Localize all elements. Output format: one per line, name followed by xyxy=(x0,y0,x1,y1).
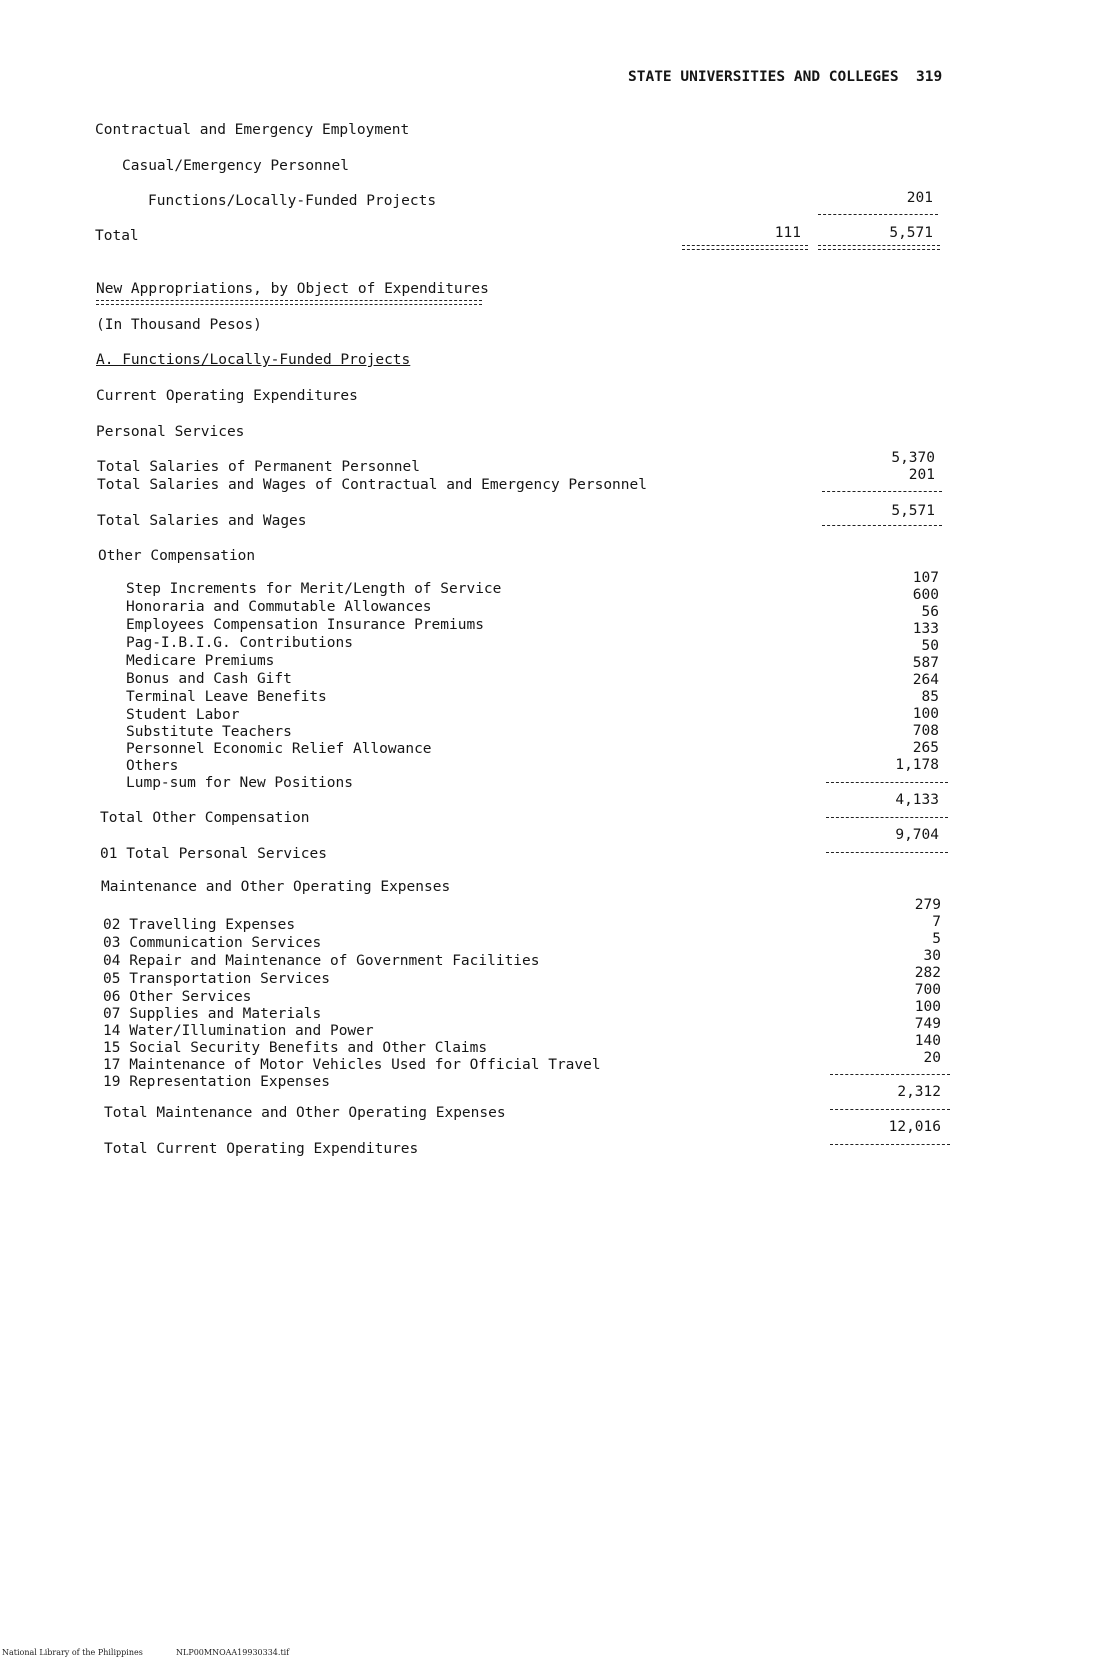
total-other-comp-label: Total Other Compensation xyxy=(100,810,310,826)
list-item-value: 587 xyxy=(912,655,939,671)
list-item-label: Step Increments for Merit/Length of Service xyxy=(126,581,502,597)
total-personal-rule xyxy=(826,852,948,853)
list-item-label: 03 Communication Services xyxy=(103,935,322,951)
list-item-label: Bonus and Cash Gift xyxy=(126,671,292,687)
list-item-label: 15 Social Security Benefits and Other Claims xyxy=(103,1040,488,1056)
list-item-value: 140 xyxy=(914,1033,941,1049)
list-item-label: Substitute Teachers xyxy=(126,724,292,740)
salaries-permanent-value: 5,370 xyxy=(891,450,935,466)
list-item-label: Student Labor xyxy=(126,707,240,723)
list-item-value: 85 xyxy=(921,689,939,705)
list-item-label: 07 Supplies and Materials xyxy=(103,1006,322,1022)
section-a-heading: A. Functions/Locally-Funded Projects xyxy=(96,352,411,368)
list-item-value: 20 xyxy=(923,1050,941,1066)
list-item-value: 265 xyxy=(912,740,939,756)
list-item-value: 282 xyxy=(914,965,941,981)
list-item-label: Honoraria and Commutable Allowances xyxy=(126,599,432,615)
list-item-label: 17 Maintenance of Motor Vehicles Used for Official Travel xyxy=(103,1057,601,1073)
other-comp-heading: Other Compensation xyxy=(98,548,256,564)
salaries-permanent-label: Total Salaries of Permanent Personnel xyxy=(97,459,421,475)
mooe-heading: Maintenance and Other Operating Expenses xyxy=(101,879,451,895)
total-mooe-value: 2,312 xyxy=(897,1084,941,1100)
total-salaries-rule xyxy=(822,525,942,526)
total-personal-value: 9,704 xyxy=(895,827,939,843)
other-comp-subtotal-rule xyxy=(826,782,948,783)
total-current-value: 12,016 xyxy=(888,1119,941,1135)
list-item-value: 30 xyxy=(923,948,941,964)
functions-label: Functions/Locally-Funded Projects xyxy=(148,193,437,209)
list-item-label: 05 Transportation Services xyxy=(103,971,330,987)
total-col1-value: 111 xyxy=(774,225,801,241)
total-salaries-label: Total Salaries and Wages xyxy=(97,513,307,529)
list-item-value: 700 xyxy=(914,982,941,998)
list-item-label: Personnel Economic Relief Allowance xyxy=(126,741,432,757)
total-personal-label: 01 Total Personal Services xyxy=(100,846,327,862)
list-item-value: 600 xyxy=(912,587,939,603)
list-item-value: 1,178 xyxy=(895,757,939,773)
unit-label: (In Thousand Pesos) xyxy=(96,317,262,333)
grand-total-rule-1 xyxy=(682,245,808,250)
list-item-value: 107 xyxy=(912,570,939,586)
list-item-label: Lump-sum for New Positions xyxy=(126,775,353,791)
list-item-value: 56 xyxy=(921,604,939,620)
casual-personnel-label: Casual/Emergency Personnel xyxy=(122,158,349,174)
total-mooe-rule xyxy=(830,1109,950,1110)
total-salaries-value: 5,571 xyxy=(891,503,935,519)
appropriations-heading-rule xyxy=(96,300,482,305)
total-other-comp-rule xyxy=(826,817,948,818)
list-item-label: Others xyxy=(126,758,179,774)
list-item-value: 133 xyxy=(912,621,939,637)
total-label: Total xyxy=(95,228,139,244)
salaries-subtotal-rule xyxy=(822,491,942,492)
total-col2-value: 5,571 xyxy=(889,225,933,241)
page-number: 319 xyxy=(916,69,943,85)
subtotal-rule xyxy=(818,214,938,215)
total-current-label: Total Current Operating Expenditures xyxy=(104,1141,419,1157)
current-operating-heading: Current Operating Expenditures xyxy=(96,388,358,404)
list-item-label: Medicare Premiums xyxy=(126,653,275,669)
page-header-title: STATE UNIVERSITIES AND COLLEGES xyxy=(628,69,899,85)
list-item-label: Employees Compensation Insurance Premiums xyxy=(126,617,484,633)
list-item-value: 264 xyxy=(912,672,939,688)
total-other-comp-value: 4,133 xyxy=(895,792,939,808)
list-item-value: 7 xyxy=(932,914,941,930)
grand-total-rule-2 xyxy=(818,245,940,250)
total-mooe-label: Total Maintenance and Other Operating Expenses xyxy=(104,1105,506,1121)
list-item-value: 708 xyxy=(912,723,939,739)
list-item-label: Terminal Leave Benefits xyxy=(126,689,327,705)
list-item-label: Pag-I.B.I.G. Contributions xyxy=(126,635,353,651)
list-item-value: 100 xyxy=(914,999,941,1015)
list-item-value: 279 xyxy=(914,897,941,913)
list-item-label: 02 Travelling Expenses xyxy=(103,917,296,933)
footer-library: National Library of the Philippines xyxy=(2,1648,143,1657)
functions-value: 201 xyxy=(906,190,933,206)
list-item-value: 100 xyxy=(912,706,939,722)
mooe-subtotal-rule xyxy=(830,1074,950,1075)
list-item-label: 19 Representation Expenses xyxy=(103,1074,330,1090)
salaries-contractual-label: Total Salaries and Wages of Contractual and Emergency Personnel xyxy=(97,477,647,493)
list-item-label: 06 Other Services xyxy=(103,989,252,1005)
personal-services-heading: Personal Services xyxy=(96,424,245,440)
footer-file: NLP00MNOAA19930334.tif xyxy=(176,1648,290,1657)
contractual-heading: Contractual and Emergency Employment xyxy=(95,122,410,138)
total-current-rule xyxy=(830,1144,950,1145)
salaries-contractual-value: 201 xyxy=(908,467,935,483)
appropriations-heading: New Appropriations, by Object of Expenditures xyxy=(96,281,489,297)
list-item-value: 50 xyxy=(921,638,939,654)
list-item-label: 14 Water/Illumination and Power xyxy=(103,1023,374,1039)
list-item-label: 04 Repair and Maintenance of Government Facilities xyxy=(103,953,540,969)
list-item-value: 5 xyxy=(932,931,941,947)
list-item-value: 749 xyxy=(914,1016,941,1032)
